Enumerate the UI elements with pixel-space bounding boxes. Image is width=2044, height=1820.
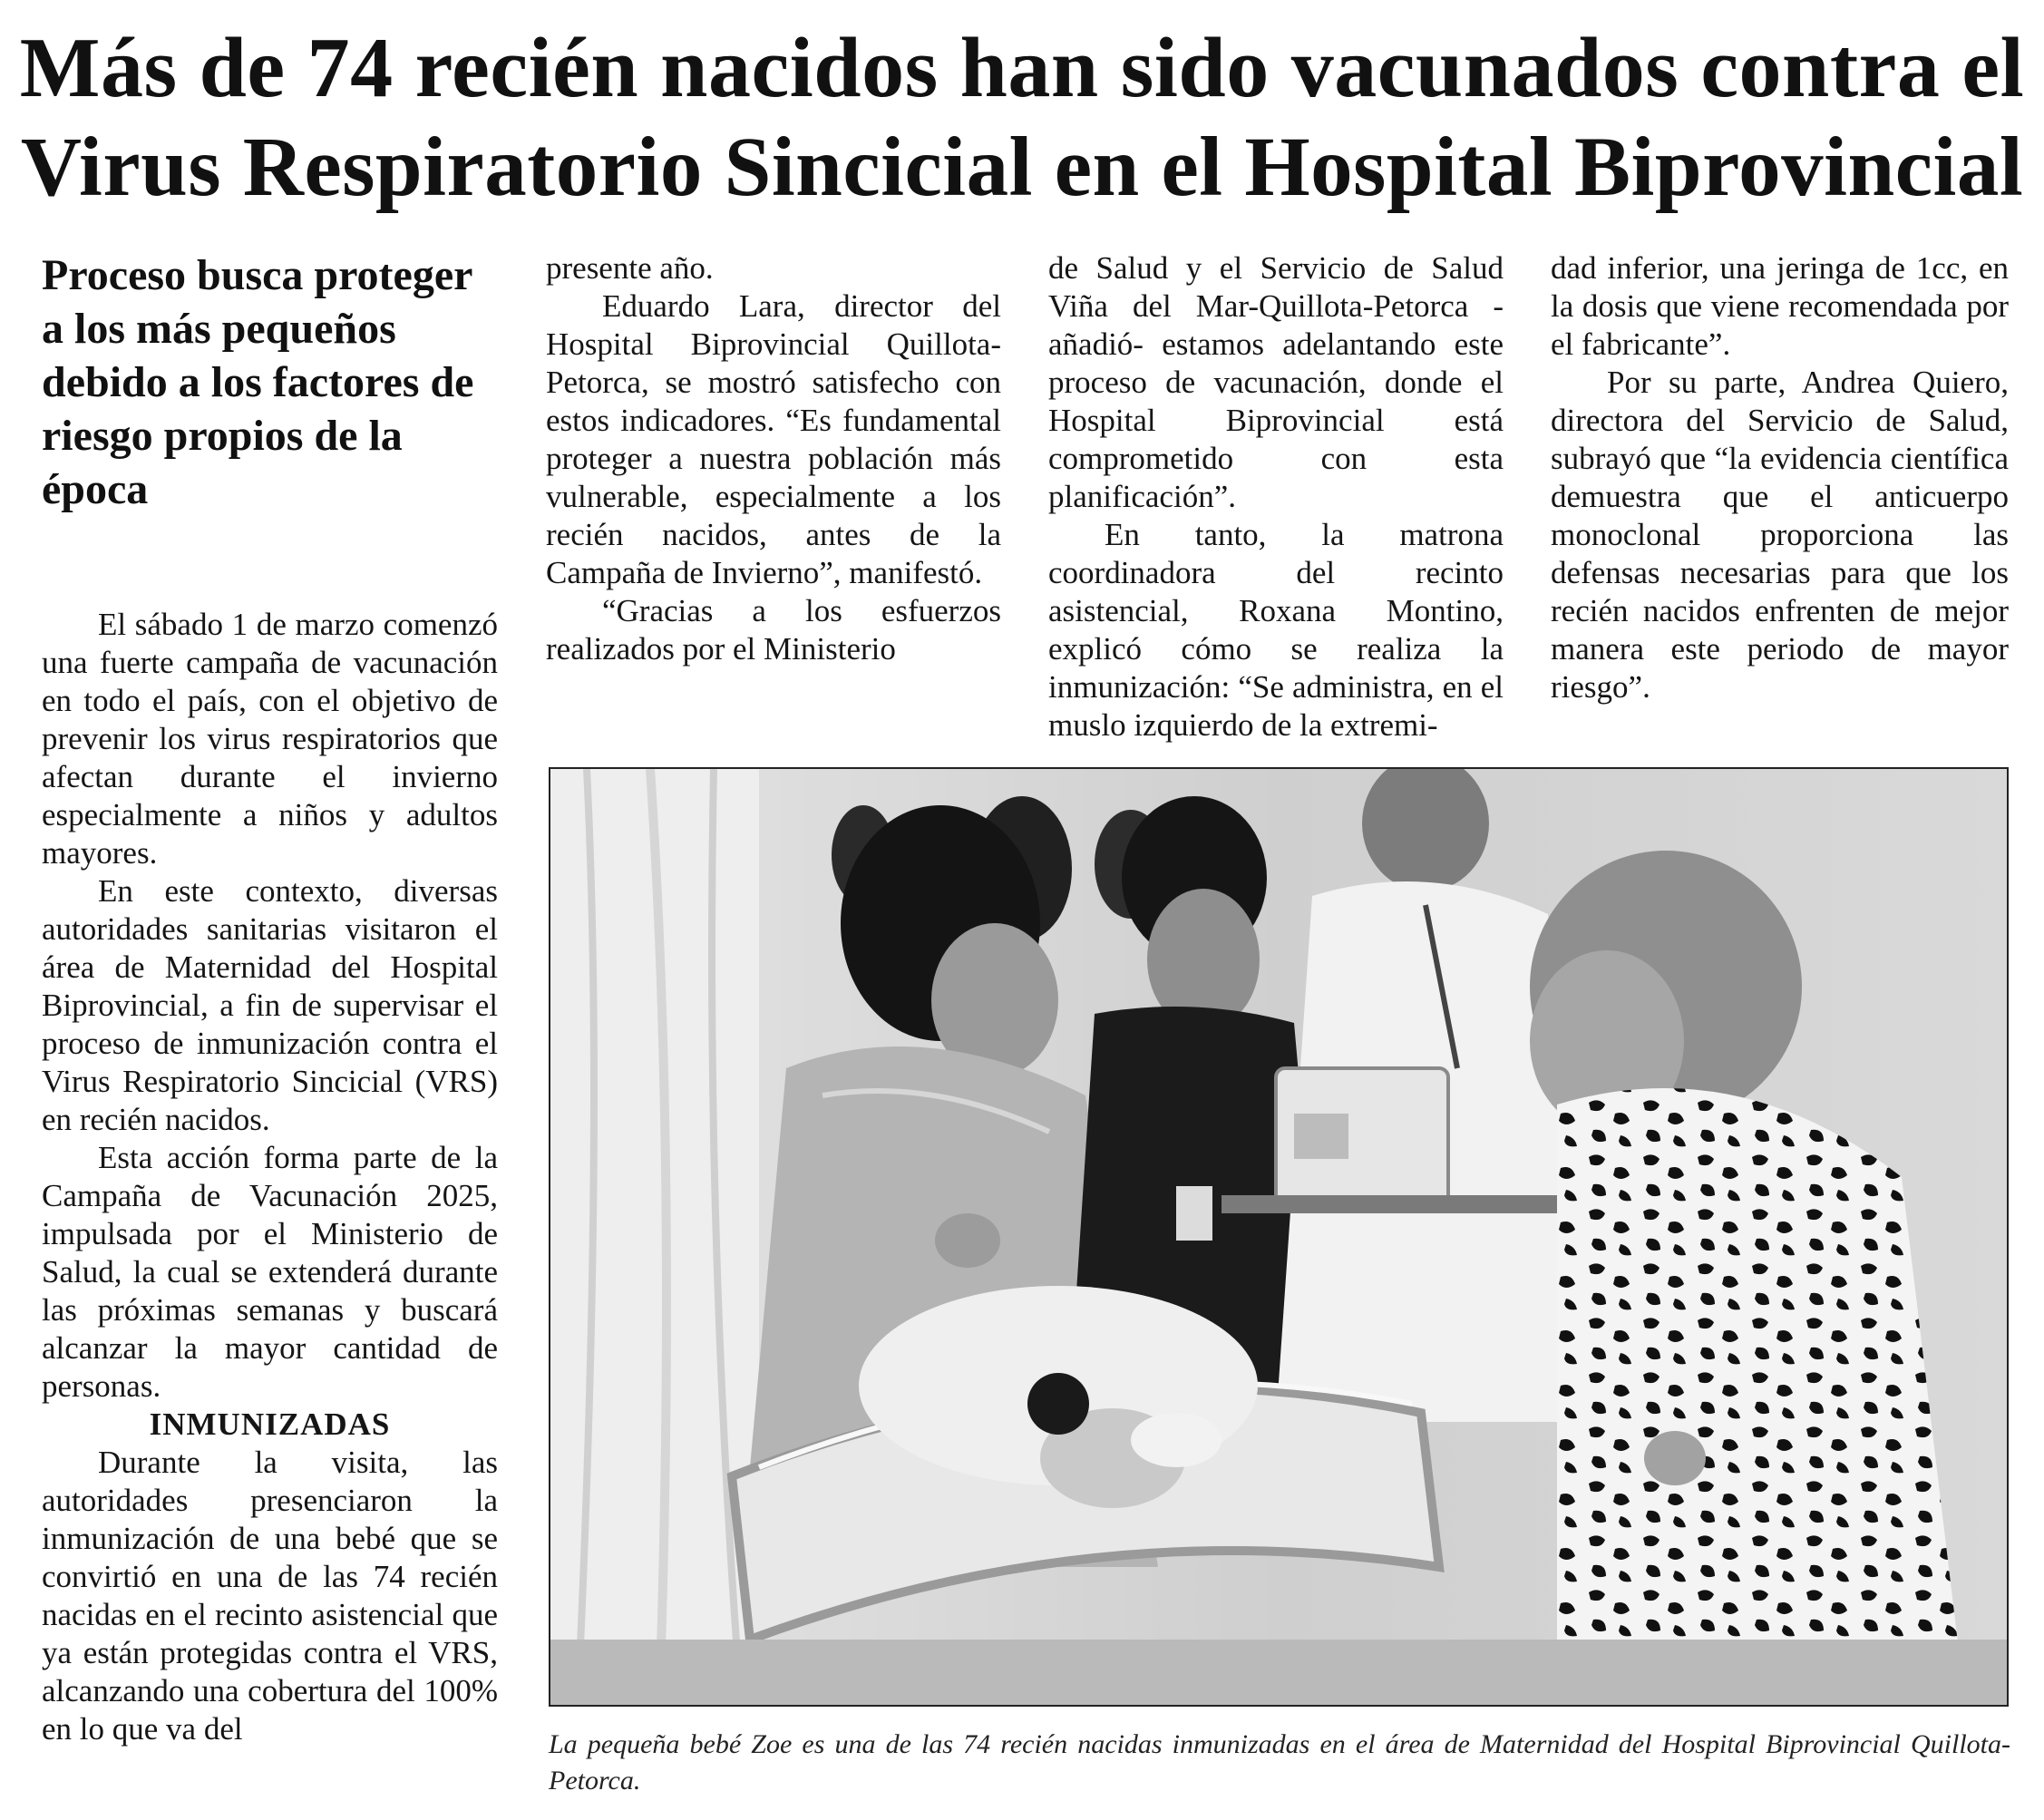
paragraph: En tanto, la matrona coordinadora del recinto asistencial, Roxana Montino, explicó cómo se realiza la inmunización: “Se administra, en el muslo izquierdo de la extremi-	[1048, 517, 1504, 743]
headline-line-2: Virus Respiratorio Sincicial en el Hospital Biprovincial	[20, 121, 2024, 214]
paragraph: El sábado 1 de marzo comenzó una fuerte campaña de vacunación en todo el país, con el objetivo de prevenir los virus respiratorios que afectan durante el invierno especialmente a niños y adultos mayores.	[42, 607, 498, 871]
paragraph: Por su parte, Andrea Quiero, directora del Servicio de Salud, subrayó que “la evidencia científica demuestra que el anticuerpo monoclonal proporciona las defensas necesarias para que los recién nacidos enfrenten de mejor manera este periodo de mayor riesgo”.	[1551, 365, 2009, 705]
paragraph: En este contexto, diversas autoridades sanitarias visitaron el área de Maternidad del Hospital Biprovincial, a fin de supervisar el proceso de inmunización contra el Virus Respiratorio Sincicial (VRS) en recién nacidos.	[42, 873, 498, 1137]
column-1	[42, 606, 498, 1748]
column-3	[1048, 249, 1504, 745]
subheadline: Proceso busca proteger a los más pequeños debido a los factores de riesgo propios de la época	[42, 251, 474, 513]
paragraph-continued: dad inferior, una jeringa de 1cc, en la dosis que viene recomendada por el fabricante”.	[1551, 250, 2009, 362]
photo-illustration	[550, 769, 2007, 1705]
paragraph-continued: presente año.	[546, 250, 714, 286]
news-photo	[549, 767, 2009, 1707]
paragraph: Durante la visita, las autoridades presenciaron la inmunización de una bebé que se convirtió en una de las 74 recién nacidas en el recinto asistencial que ya están protegidas contra el VRS, alcanzando una cobertura del 100% en lo que va del	[42, 1445, 498, 1747]
paragraph: Eduardo Lara, director del Hospital Biprovincial Quillota-Petorca, se mostró satisfecho con estos indicadores. “Es fundamental proteger a nuestra población más vulnerable, especialmente a los recién nacidos, antes de la Campaña de Invierno”, manifestó.	[546, 288, 1001, 590]
column-2	[546, 249, 1001, 668]
paragraph: “Gracias a los esfuerzos realizados por el Ministerio	[546, 593, 1001, 667]
column-4	[1551, 249, 2009, 706]
paragraph: Esta acción forma parte de la Campaña de Vacunación 2025, impulsada por el Ministerio de Salud, la cual se extenderá durante las próximas semanas y buscará alcanzar la mayor cantidad de personas.	[42, 1140, 498, 1404]
section-title: INMUNIZADAS	[149, 1406, 391, 1442]
headline-line-1: Más de 74 recién nacidos han sido vacunados contra el	[19, 21, 2025, 115]
photo-caption: La pequeña bebé Zoe es una de las 74 recién nacidas inmunizadas en el área de Maternidad del Hospital Biprovincial Quillota-Petorca.	[549, 1729, 2010, 1796]
paragraph-continued: de Salud y el Servicio de Salud Viña del Mar-Quillota-Petorca -añadió- estamos adelantando este proceso de vacunación, donde el Hospital Biprovincial está comprometido con esta planificación”.	[1048, 250, 1504, 514]
